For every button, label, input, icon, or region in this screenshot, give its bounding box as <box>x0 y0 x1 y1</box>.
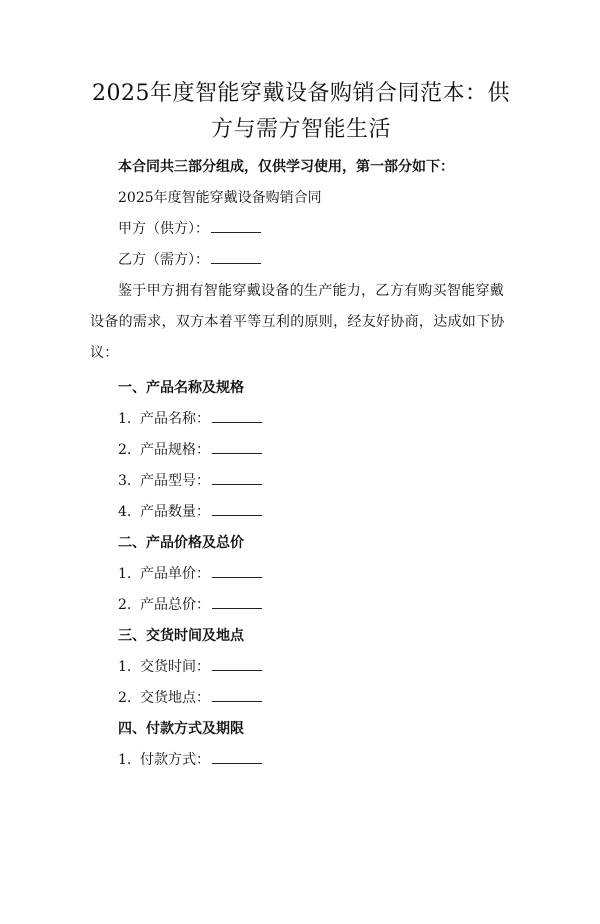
party-a-line <box>90 214 512 245</box>
fill-blank <box>212 565 262 578</box>
fill-blank <box>212 441 262 454</box>
list-item: 2. 产品规格： <box>90 435 512 466</box>
preamble-paragraph: 鉴于甲方拥有智能穿戴设备的生产能力，乙方有购买智能穿戴设备的需求，双方本着平等互利的原则，经友好协商，达成如下协议： <box>90 283 505 361</box>
section-heading: 四、付款方式及期限 <box>118 721 244 737</box>
list-item: 1. 产品名称： <box>90 404 512 435</box>
list-item: 3. 产品型号： <box>90 466 512 497</box>
list-item: 4. 产品数量： <box>90 497 512 528</box>
party-a-label: 甲方（供方）： <box>118 221 209 237</box>
party-b-label: 乙方（需方）： <box>118 252 209 268</box>
fill-blank <box>212 503 262 516</box>
fill-blank <box>212 751 262 764</box>
list-item: 1. 付款方式： <box>90 745 512 776</box>
intro-note: 本合同共三部分组成，仅供学习使用，第一部分如下： <box>118 159 454 175</box>
fill-blank <box>212 472 262 485</box>
contract-name: 2025年度智能穿戴设备购销合同 <box>118 190 322 206</box>
list-item: 2. 交货地点： <box>90 683 512 714</box>
list-item: 2. 产品总价： <box>90 590 512 621</box>
fill-blank <box>212 596 262 609</box>
party-b-blank <box>211 251 261 264</box>
document-title: 2025年度智能穿戴设备购销合同范本：供方与需方智能生活 <box>92 81 510 142</box>
section-heading: 二、产品价格及总价 <box>118 535 244 551</box>
document-page <box>0 76 600 924</box>
party-a-blank <box>211 220 261 233</box>
section-heading: 三、交货时间及地点 <box>118 628 244 644</box>
fill-blank <box>212 410 262 423</box>
list-item: 1. 交货时间： <box>90 652 512 683</box>
party-b-line <box>90 245 512 276</box>
list-item: 1. 产品单价： <box>90 559 512 590</box>
fill-blank <box>212 689 262 702</box>
section-heading: 一、产品名称及规格 <box>118 380 244 396</box>
fill-blank <box>212 658 262 671</box>
